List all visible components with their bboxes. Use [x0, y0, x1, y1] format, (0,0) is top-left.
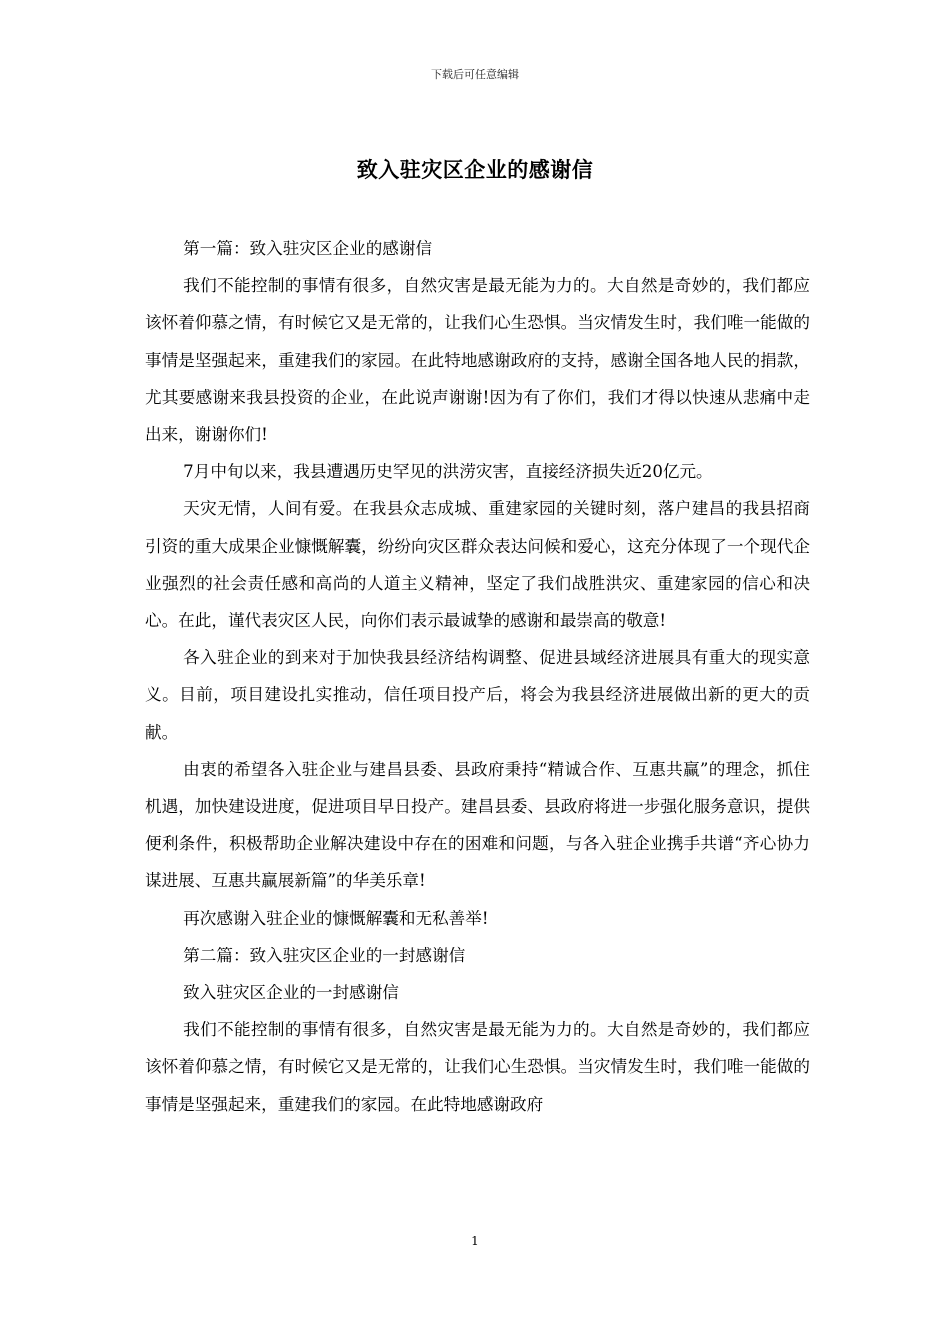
section-heading-1: 第一篇：致入驻灾区企业的感谢信: [183, 239, 433, 258]
page-number: 1: [471, 1234, 479, 1248]
body-paragraph: 我们不能控制的事情有很多，自然灾害是最无能为力的。大自然是奇妙的，我们都应该怀着仰慕之情，有时候它又是无常的，让我们心生恐惧。当灾情发生时，我们唯一能做的事情是坚强起来，重建我们的家园。在此特地感谢政府的支持，感谢全国各地人民的捐款，尤其要感谢来我县投资的企业，在此说声谢谢!因为有了你们，我们才得以快速从悲痛中走出来，谢谢你们!: [145, 276, 810, 445]
body-paragraph: 天灾无情，人间有爱。在我县众志成城、重建家园的关键时刻，落户建昌的我县招商引资的重大成果企业慷慨解囊，纷纷向灾区群众表达问候和爱心，这充分体现了一个现代企业强烈的社会责任感和高尚的人道主义精神，坚定了我们战胜洪灾、重建家园的信心和决心。在此，谨代表灾区人民，向你们表示最诚挚的感谢和最崇高的敬意!: [145, 499, 810, 631]
document-body: [145, 230, 810, 1123]
body-paragraph: 再次感谢入驻企业的慷慨解囊和无私善举!: [183, 908, 489, 928]
section-heading-2: 第二篇：致入驻灾区企业的一封感谢信: [183, 945, 466, 965]
header-note: 下载后可任意编辑: [431, 68, 519, 81]
document-title: 致入驻灾区企业的感谢信: [356, 157, 594, 182]
letter-heading: 致入驻灾区企业的一封感谢信: [183, 983, 399, 1003]
body-paragraph: 由衷的希望各入驻企业与建昌县委、县政府秉持“精诚合作、互惠共赢”的理念，抓住机遇，加快建设进度，促进项目早日投产。建昌县委、县政府将进一步强化服务意识，提供便利条件，积极帮助企业解决建设中存在的困难和问题，与各入驻企业携手共谱“齐心协力谋进展、互惠共赢展新篇”的华美乐章!: [145, 759, 810, 891]
body-paragraph: 我们不能控制的事情有很多，自然灾害是最无能为力的。大自然是奇妙的，我们都应该怀着仰慕之情，有时候它又是无常的，让我们心生恐惧。当灾情发生时，我们唯一能做的事情是坚强起来，重建我们的家园。在此特地感谢政府: [145, 1020, 810, 1114]
body-paragraph: 各入驻企业的到来对于加快我县经济结构调整、促进县域经济进展具有重大的现实意义。目前，项目建设扎实推动，信任项目投产后，将会为我县经济进展做出新的更大的贡献。: [145, 648, 810, 742]
body-paragraph: 7月中旬以来，我县遭遇历史罕见的洪涝灾害，直接经济损失近20亿元。: [183, 462, 713, 482]
